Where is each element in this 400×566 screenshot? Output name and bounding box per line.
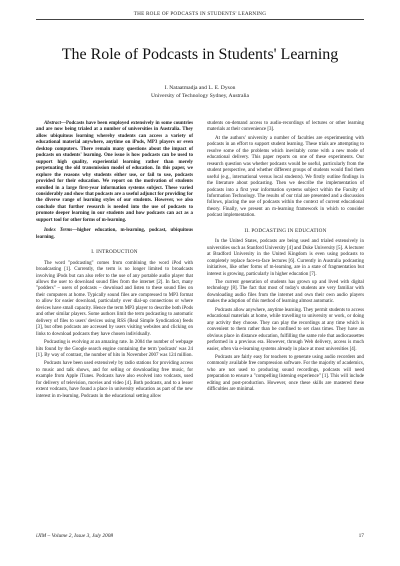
paragraph: The word "podcasting" comes from combining the word iPod with broadcasting [1]. Currently, the term is no longer limited to broadcasts involving iPods but can also refer to the use of any portable audio player that allows the user to download sound files from the internet [2]. In fact, many "podders" – users of podcasts – download and listen to these sound files on their computers at home. Typically sound files are compressed to MP3 format to allow for easier download, particularly over dial-up connections or where devices have small capacity. Hence the term MP3 player to describe both iPods and other similar players. Some authors limit the term podcasting to automatic delivery of files to users' devices using RSS (Real Simple Syndication) feeds [3], but often podcasts are accessed by users visiting websites and clicking on links to download podcasts they have chosen individually. [36,260,193,337]
header-rule [36,19,364,20]
paragraph: Podcasts allow anywhere, anytime learning. They permit students to access educational materials at home, while travelling to university or work, or doing any activity they choose. They can play the recordings at any time which is convenient to them rather than be confined to set class times. They have an obvious place in distance education, fulfilling the same role that audiocassettes performed in a previous era. However, through Web delivery, access is much easier, often via e-learning systems already in place at most universities [4]. [207,307,364,352]
abstract-text: —Podcasts have been employed extensively in some countries and are now being trialed at a number of universities in Australia. They allow ubiquitous learning whereby students can access a variety of educational material anywhere, anytime on iPods, MP3 players or even desktop computers. There remain many questions about the impact of podcasts on students' learning. One issue is how podcasts can be used to support high quality, experiential learning rather than merely perpetuating the old transmission model of education. In this paper, we explore the reasons why students either use, or fail to use, podcasts provided for their education. We report on the motivation of students enrolled in a large first-year information systems subject. These varied considerably and show that podcasts are a useful adjunct for providing for the diverse range of learning styles of our students. However, we also conclude that further research is needed into the use of podcasts to promote deeper learning in our students and how podcasts can act as a support tool for other forms of m-learning. [36,121,193,223]
paragraph: Podcasts are fairly easy for teachers to generate using audio recorders and commonly available free compression software. For the majority of academics, who are not used to producing sound recordings, podcasts will need preparation to ensure a "compelling listening experience" [1]. This will include editing and post-production. However, once these skills are mastered these difficulties are minimal. [207,354,364,393]
paragraph: At the authors' university a number of faculties are experimenting with podcasts in an effort to support student learning. These trials are attempting to resolve some of the problems which inevitably come with a new mode of educational delivery. This paper reports on one of these experiments. Our research question was whether podcasts would be useful, particularly from the student perspective, and whether different groups of students would find them useful (e.g., international versus local students). We firstly outline findings in the literature about podcasting. Then we describe the implementation of podcasts into a first year information systems subject within the Faculty of Information Technology. The results of our trial are presented and a discussion follows, placing the use of podcasts within the context of current educational theory. Finally, we present an m-learning framework in which to consider podcast implementation. [207,135,364,219]
index-terms-text: —higher education, m-learning, podcast, ubiquitous learning. [36,228,193,240]
abstract [36,121,193,224]
section-heading-podcasting: II. PODCASTING IN EDUCATION [244,227,327,234]
page-footer [36,533,364,539]
paper-affiliation: University of Technology Sydney, Australia [150,93,250,99]
section-heading-introduction: I. INTRODUCTION [91,249,138,256]
paragraph: In the United States, podcasts are being used and trialed extensively in universities such as Stanford University [4] and Duke University [5]. A lecturer at Bradford University in the United Kingdom is even using podcasts to completely replace face-to-face lectures [6]. Currently in Australia podcasting initiatives, like other forms of m-learning, are in a state of fragmentation but interest is growing, particularly in higher education [7]. [207,239,364,277]
paper-authors: I. Nataatmadja and L. E. Dyson [164,85,236,91]
journal-citation: iJIM – Volume 2, Issue 3, July 2008 [36,533,114,539]
paper-title: The Role of Podcasts in Students' Learning [61,46,339,63]
index-terms [36,228,193,241]
paragraph: Podcasting is evolving at an amazing rate. In 2004 the number of webpage hits found by the Google search engine containing the term 'podcasts' was 24 [1]. By way of contrast, the number of hits in November 2007 was 124 million. [36,340,193,358]
left-column [36,121,193,400]
index-terms-lead: Index Terms [44,228,73,234]
paragraph: students on-demand access to audio-recordings of lectures or other learning materials at their convenience [3]. [207,121,364,133]
running-head: THE ROLE OF PODCASTS IN STUDENTS' LEARNING [133,11,267,17]
paragraph: The current generation of students has grown up and lived with digital technology [8]. The fact that most of today's students are very familiar with downloading audio files from the internet and own their own audio players makes the adoption of this method of learning almost automatic. [207,279,364,305]
right-column [207,121,364,394]
page-number: 17 [358,533,364,539]
paragraph: Podcasts have been used extensively by radio stations for providing access to music and talk shows, and for selling or downloading free music, for example from Apple iTunes. Podcasts have also evolved into vodcasts, used for delivery of television, movies and video [4]. Both podcasts, and to a lesser extent vodcasts, have found a place in university education as part of the new interest in m-learning. Podcasts in the educational setting allow [36,361,193,399]
abstract-lead: Abstract [44,121,62,126]
